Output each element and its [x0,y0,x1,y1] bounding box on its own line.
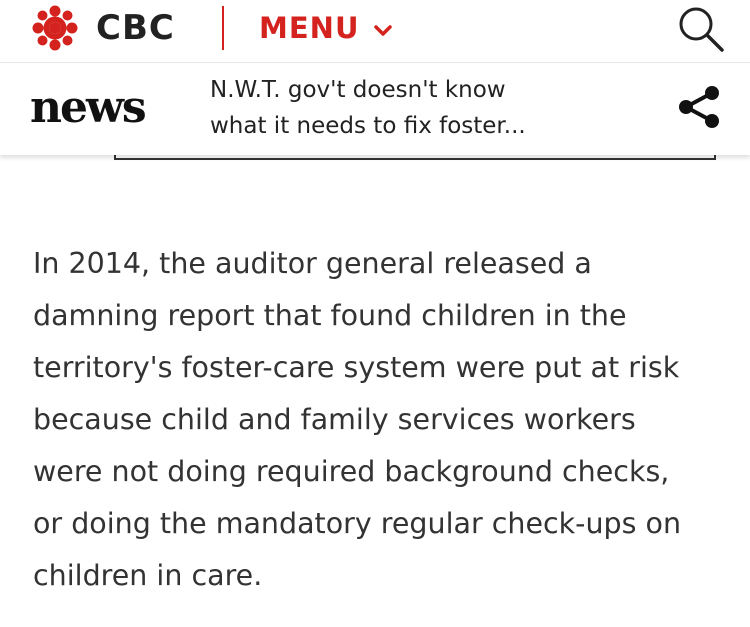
header-divider [222,6,224,50]
paragraph-line: damning report that found children in the [33,299,627,332]
article-headline [210,72,640,144]
paragraph-line: In 2014, the auditor general released a [33,247,592,280]
paragraph-line: children in care. [33,559,263,592]
news-section-logo[interactable]: news [30,82,145,133]
chevron-down-icon [374,25,392,37]
headline-line: what it needs to fix foster... [210,113,526,139]
cbc-gem-logo-icon[interactable] [30,5,80,51]
headline-line: N.W.T. gov't doesn't know [210,77,506,103]
search-icon[interactable] [676,4,726,54]
paragraph-line: because child and family services workers [33,403,636,436]
paragraph-line: or doing the mandatory regular check-ups on [33,507,682,540]
paragraph-line: were not doing required background checks, [33,455,670,488]
article-body-paragraph [33,238,723,602]
menu-button-label: MENU [259,11,360,45]
news-section-bar [0,62,750,155]
top-navigation-bar [0,0,750,62]
paragraph-line: territory's foster-care system were put at risk [33,351,680,384]
share-icon[interactable] [674,81,726,133]
cbc-brand-wordmark[interactable]: CBC [96,8,175,48]
menu-button[interactable] [259,8,392,48]
